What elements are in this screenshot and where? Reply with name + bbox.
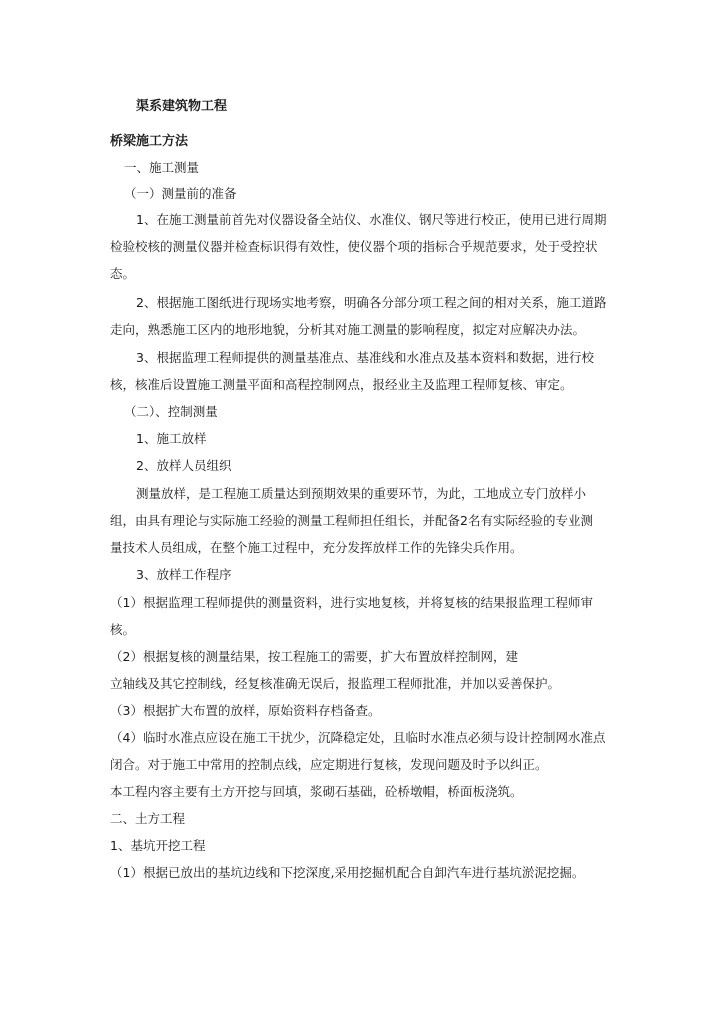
heading-foundation-pit-excavation: 1、基坑开挖工程 [110,838,206,853]
heading-layout: 1、施工放样 [136,431,207,446]
paragraph-line: 1、在施工测量前首先对仪器设备全站仪、水准仪、钢尺等进行校正，使用已进行周期 [136,212,607,227]
paragraph-line: （1）根据监理工程师提供的测量资料，进行实地复核，并将复核的结果报监理工程师审 [110,595,593,610]
paragraph-line: 组，由具有理论与实际施工经验的测量工程师担任组长，并配备2名有实际经验的专业测 [110,513,593,528]
section-heading: 桥梁施工方法 [110,134,189,149]
paragraph-line: 走向，熟悉施工区内的地形地貌，分析其对施工测量的影响程度，拟定对应解决办法。 [110,322,586,337]
paragraph-line: （4）临时水准点应设在施工干扰少，沉降稳定处，且临时水准点必须与设计控制网水准点 [110,730,606,745]
heading-construction-survey: 一、施工测量 [124,160,200,175]
paragraph-line: 闭合。对于施工中常用的控制点线，应定期进行复核，发现问题及时予以纠正。 [110,757,548,772]
paragraph-line: 测量放样，是工程施工质量达到预期效果的重要环节，为此，工地成立专门放样小 [136,486,587,501]
heading-layout-staff: 2、放样人员组织 [136,458,232,473]
paragraph-line: 核。 [110,622,136,637]
paragraph-line: 2、根据施工图纸进行现场实地考察，明确各分部分项工程之间的相对关系，施工道路 [136,295,607,310]
paragraph-line: 量技术人员组成，在整个施工过程中，充分发挥放样工作的先锋尖兵作用。 [110,540,523,555]
paragraph-line: （2）根据复核的测量结果，按工程施工的需要，扩大布置放样控制网，建 [110,649,518,664]
paragraph-line: 检验校核的测量仪器并检查标识得有效性，使仪器个项的指标合乎规范要求，处于受控状 [110,239,598,254]
paragraph-line: 本工程内容主要有土方开挖与回填，浆砌石基础，砼桥墩帽，桥面板浇筑。 [110,784,523,799]
subheading-pre-survey-prep: （一）测量前的准备 [124,186,237,201]
paragraph-line: （1）根据已放出的基坑边线和下挖深度,采用挖掘机配合自卸汽车进行基坑淤泥挖掘。 [110,865,585,880]
paragraph-line: 核，核准后设置施工测量平面和高程控制网点，报经业主及监理工程师复核、审定。 [110,377,573,392]
paragraph-line: 3、根据监理工程师提供的测量基准点、基准线和水准点及基本资料和数据，进行校 [136,350,594,365]
heading-earthwork: 二、土方工程 [110,811,186,826]
paragraph-line: 态。 [110,266,136,281]
heading-layout-procedure: 3、放样工作程序 [136,567,232,582]
document-title: 渠系建筑物工程 [136,99,228,114]
subheading-control-survey: （二）、控制测量 [124,404,218,419]
paragraph-line: （3）根据扩大布置的放样，原始资料存档备查。 [110,703,381,718]
paragraph-line: 立轴线及其它控制线，经复核准确无误后，报监理工程师批准，并加以妥善保护。 [110,676,561,691]
